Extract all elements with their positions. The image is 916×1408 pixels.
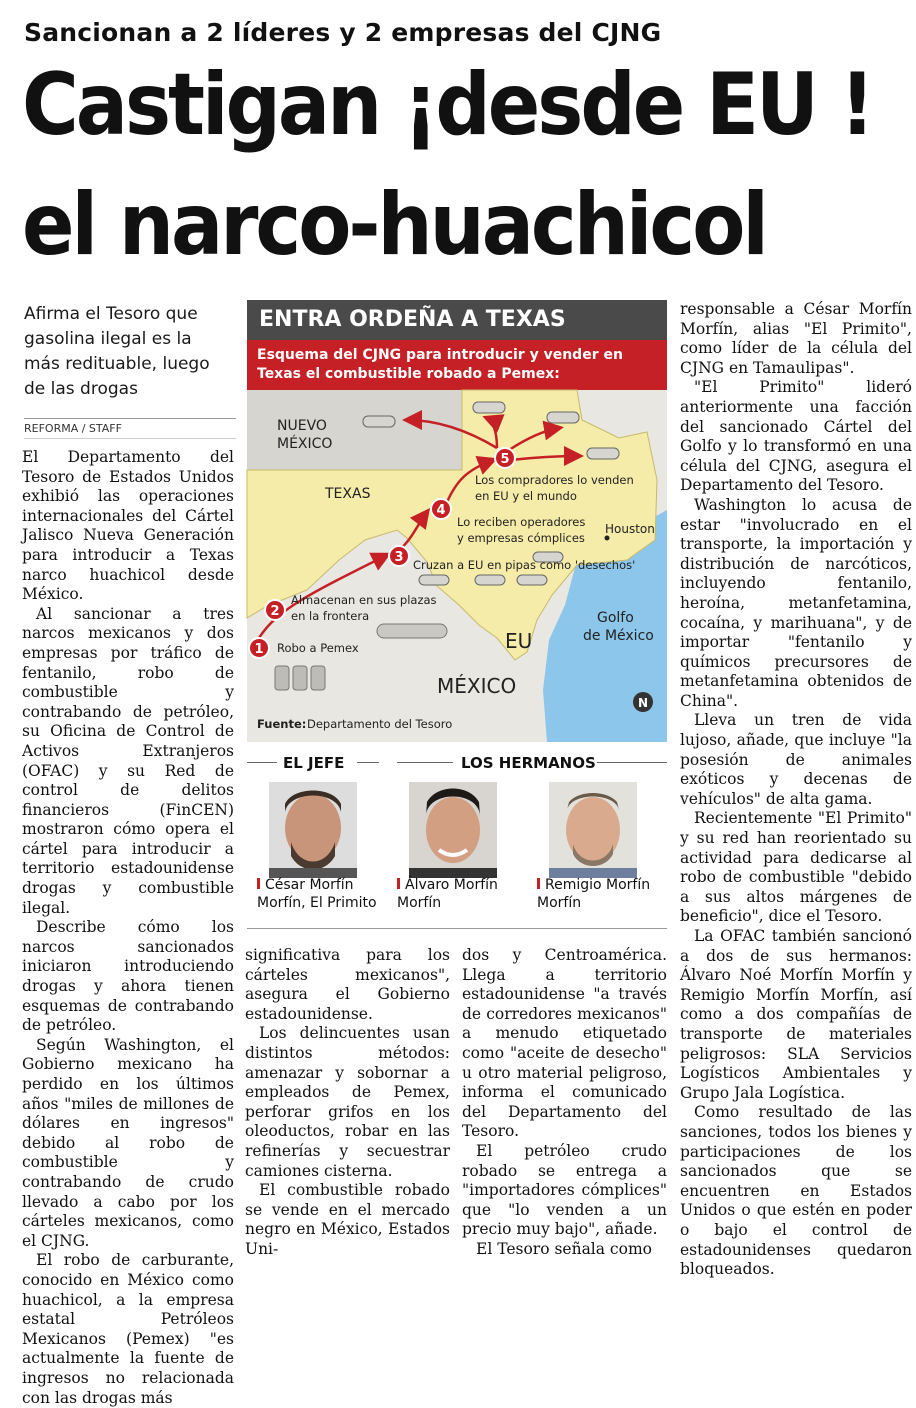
step-1-text: Robo a Pemex <box>277 641 359 655</box>
paragraph: significativa para los cárteles mexicanos", asegura el Gobierno estadounidense. <box>245 946 450 1023</box>
step-marker-2 <box>265 600 285 620</box>
step-5-text-a: Los compradores lo venden <box>475 473 634 487</box>
article-column-2 <box>245 946 450 1258</box>
article-column-4 <box>680 300 912 1279</box>
el-jefe-label: EL JEFE <box>283 754 345 772</box>
paragraph: El Tesoro señala como <box>476 1239 652 1258</box>
headline-line-1: Castigan ¡desde EU ! <box>22 55 873 155</box>
step-marker-5 <box>495 448 515 468</box>
svg-text:4: 4 <box>436 503 446 518</box>
portrait-alvaro <box>409 782 497 878</box>
source-text: Departamento del Tesoro <box>307 717 453 731</box>
caption-line: Remigio Morfín <box>545 877 651 893</box>
caption-alvaro <box>397 876 498 912</box>
step-marker-1 <box>249 638 269 658</box>
paragraph: Recientemente "El Primito" y su red han reorientado su actividad para dedicarse al robo de combustible "debido a sus altos márgenes de beneficio", dice el Tesoro. <box>680 809 912 926</box>
source-label: Fuente: <box>257 717 307 731</box>
oil-barrels-icon <box>275 666 325 690</box>
label-de-mexico: de México <box>583 628 654 644</box>
svg-text:5: 5 <box>500 452 510 467</box>
caption-line: Álvaro Morfín <box>405 877 498 893</box>
paragraph: El petróleo crudo robado se entrega a "importadores cómplices" que "lo venden a un precio muy bajo", añade. <box>462 1141 667 1239</box>
step-marker-4 <box>431 499 451 519</box>
section-divider <box>247 928 667 929</box>
article-column-1 <box>22 448 234 1407</box>
houston-dot <box>605 536 610 541</box>
label-golfo: Golfo <box>597 610 634 626</box>
divider-line <box>597 762 667 763</box>
infographic-subtitle: Esquema del CJNG para introducir y vender en Texas el combustible robado a Pemex: <box>247 340 667 390</box>
step-2-text-b: en la frontera <box>291 609 370 623</box>
deck: Afirma el Tesoro que gasolina ilegal es la más redituable, luego de las drogas <box>24 304 210 399</box>
caption-cesar <box>257 876 377 912</box>
caption-marker <box>537 878 540 889</box>
svg-text:2: 2 <box>270 604 280 619</box>
caption-line: Morfín <box>397 895 442 911</box>
infographic <box>247 300 667 742</box>
divider-line <box>247 762 277 763</box>
paragraph: "El Primito" lideró anteriormente una facción del sancionado Cártel del Golfo y lo transformó en una célula del CJNG, asegura el Departamento del Tesoro. <box>680 378 912 495</box>
step-4-text-a: Lo reciben operadores <box>457 515 586 529</box>
caption-marker <box>257 878 260 889</box>
label-eu: EU <box>505 629 533 653</box>
paragraph: Los delincuentes usan distintos métodos: amenazar y sobornar a empleados de Pemex, perforar grifos en los oleoductos, robar en las refinerías y secuestrar camiones cisterna. <box>245 1024 450 1180</box>
pipeline-icon <box>377 624 447 638</box>
caption-line: Morfín <box>537 895 582 911</box>
headline-line-2: el narco-huachicol <box>22 175 766 275</box>
step-marker-3 <box>389 546 409 566</box>
divider-line <box>357 762 379 763</box>
paragraph: Al sancionar a tres narcos mexicanos y dos empresas por tráfico de fentanilo, robo de combustible y contrabando de petróleo, su Oficina de Control de Activos Extranjeros (OFAC) y su Red de control de delitos financieros (FinCEN) mostraron cómo opera el cártel para introducir a territorio estadounidense drogas y combustible ilegal. <box>22 604 234 917</box>
caption-marker <box>397 878 400 889</box>
label-nuevo: NUEVO <box>277 418 327 434</box>
label-texas: TEXAS <box>325 486 371 502</box>
paragraph: El Departamento del Tesoro de Estados Unidos exhibió las operaciones internacionales del Cártel Jalisco Nueva Generación para introducir a Texas narco huachicol desde México. <box>22 448 234 604</box>
step-4-text-b: y empresas cómplices <box>457 531 585 545</box>
los-hermanos-label: LOS HERMANOS <box>461 754 596 772</box>
caption-remigio <box>537 876 650 912</box>
svg-text:3: 3 <box>394 550 404 565</box>
article-column-3 <box>462 946 667 1258</box>
portrait-cesar <box>269 782 357 878</box>
paragraph: responsable a César Morfín Morfín, alias "El Primito", como líder de la célula del CJNG en Tamaulipas". <box>680 300 912 377</box>
paragraph: El combustible robado se vende en el mercado negro en México, Estados Uni- <box>245 1181 450 1258</box>
portrait-remigio <box>549 782 637 878</box>
paragraph: El robo de carburante, conocido en México como huachicol, a la empresa estatal Petróleos Mexicanos (Pemex) "es actualmente la fuente de ingresos no relacionada con las drogas más <box>22 1251 234 1407</box>
svg-text:N: N <box>637 696 649 710</box>
paragraph: La OFAC también sancionó a dos de sus hermanos: Álvaro Noé Morfín Morfín y Remigio Morfín Morfín, así como a dos compañías de transporte de materiales peligrosos: SLA Servicios Logísticos Ambientales y Grupo Jala Logística. <box>680 927 912 1102</box>
step-5-text-b: en EU y el mundo <box>475 489 577 503</box>
paragraph: Describe cómo los narcos sancionados iniciaron introduciendo drogas y ahora tienen esquemas de contrabando de petróleo. <box>22 918 234 1035</box>
paragraph: Washington lo acusa de estar "involucrado en el transporte, la importación y distribución de narcóticos, incluyendo fentanilo, heroína, metanfetamina, cocaína, y marihuana", y de importar "fentanilo y químicos precursores de metanfetamina obtenidos de China". <box>680 495 912 710</box>
infographic-title: ENTRA ORDEÑA A TEXAS <box>247 300 667 340</box>
label-mexico: MÉXICO <box>437 674 517 698</box>
texas-map <box>247 390 667 742</box>
label-mexico-nm: MÉXICO <box>277 436 333 452</box>
paragraph: dos y Centroamérica. Llega a territorio estadounidense "a través de corredores mexicanos" a menudo etiquetado como "aceite de desecho" u otro material peligroso, informa el comunicado del Departamento del Tesoro. <box>462 946 667 1141</box>
photo-section <box>247 754 667 914</box>
divider-line <box>397 762 453 763</box>
paragraph: Como resultado de las sanciones, todos los bienes y participaciones de los sancionados que se encuentren en Estados Unidos o que estén en poder o bajo el control de estadounidenses quedaron bloqueados. <box>680 1103 912 1279</box>
kicker: Sancionan a 2 líderes y 2 empresas del CJNG <box>24 18 662 47</box>
north-arrow-icon <box>633 692 653 712</box>
paragraph: Según Washington, el Gobierno mexicano ha perdido en los últimos años "miles de millones de dólares en ingresos" debido al robo de combustible y contrabando de crudo llevado a cabo por los cárteles mexicanos, como el CJNG. <box>22 1035 234 1250</box>
step-3-text: Cruzan a EU en pipas como 'desechos' <box>413 558 636 572</box>
svg-text:1: 1 <box>254 642 264 657</box>
step-2-text-a: Almacenan en sus plazas <box>291 593 437 607</box>
label-houston: Houston <box>605 522 655 536</box>
caption-line: Morfín, El Primito <box>257 895 377 911</box>
byline: REFORMA / STAFF <box>24 418 236 439</box>
paragraph: Lleva un tren de vida lujoso, añade, que incluye "la posesión de animales exóticos y decenas de vehículos" de alta gama. <box>680 711 912 808</box>
caption-line: César Morfín <box>265 877 354 893</box>
